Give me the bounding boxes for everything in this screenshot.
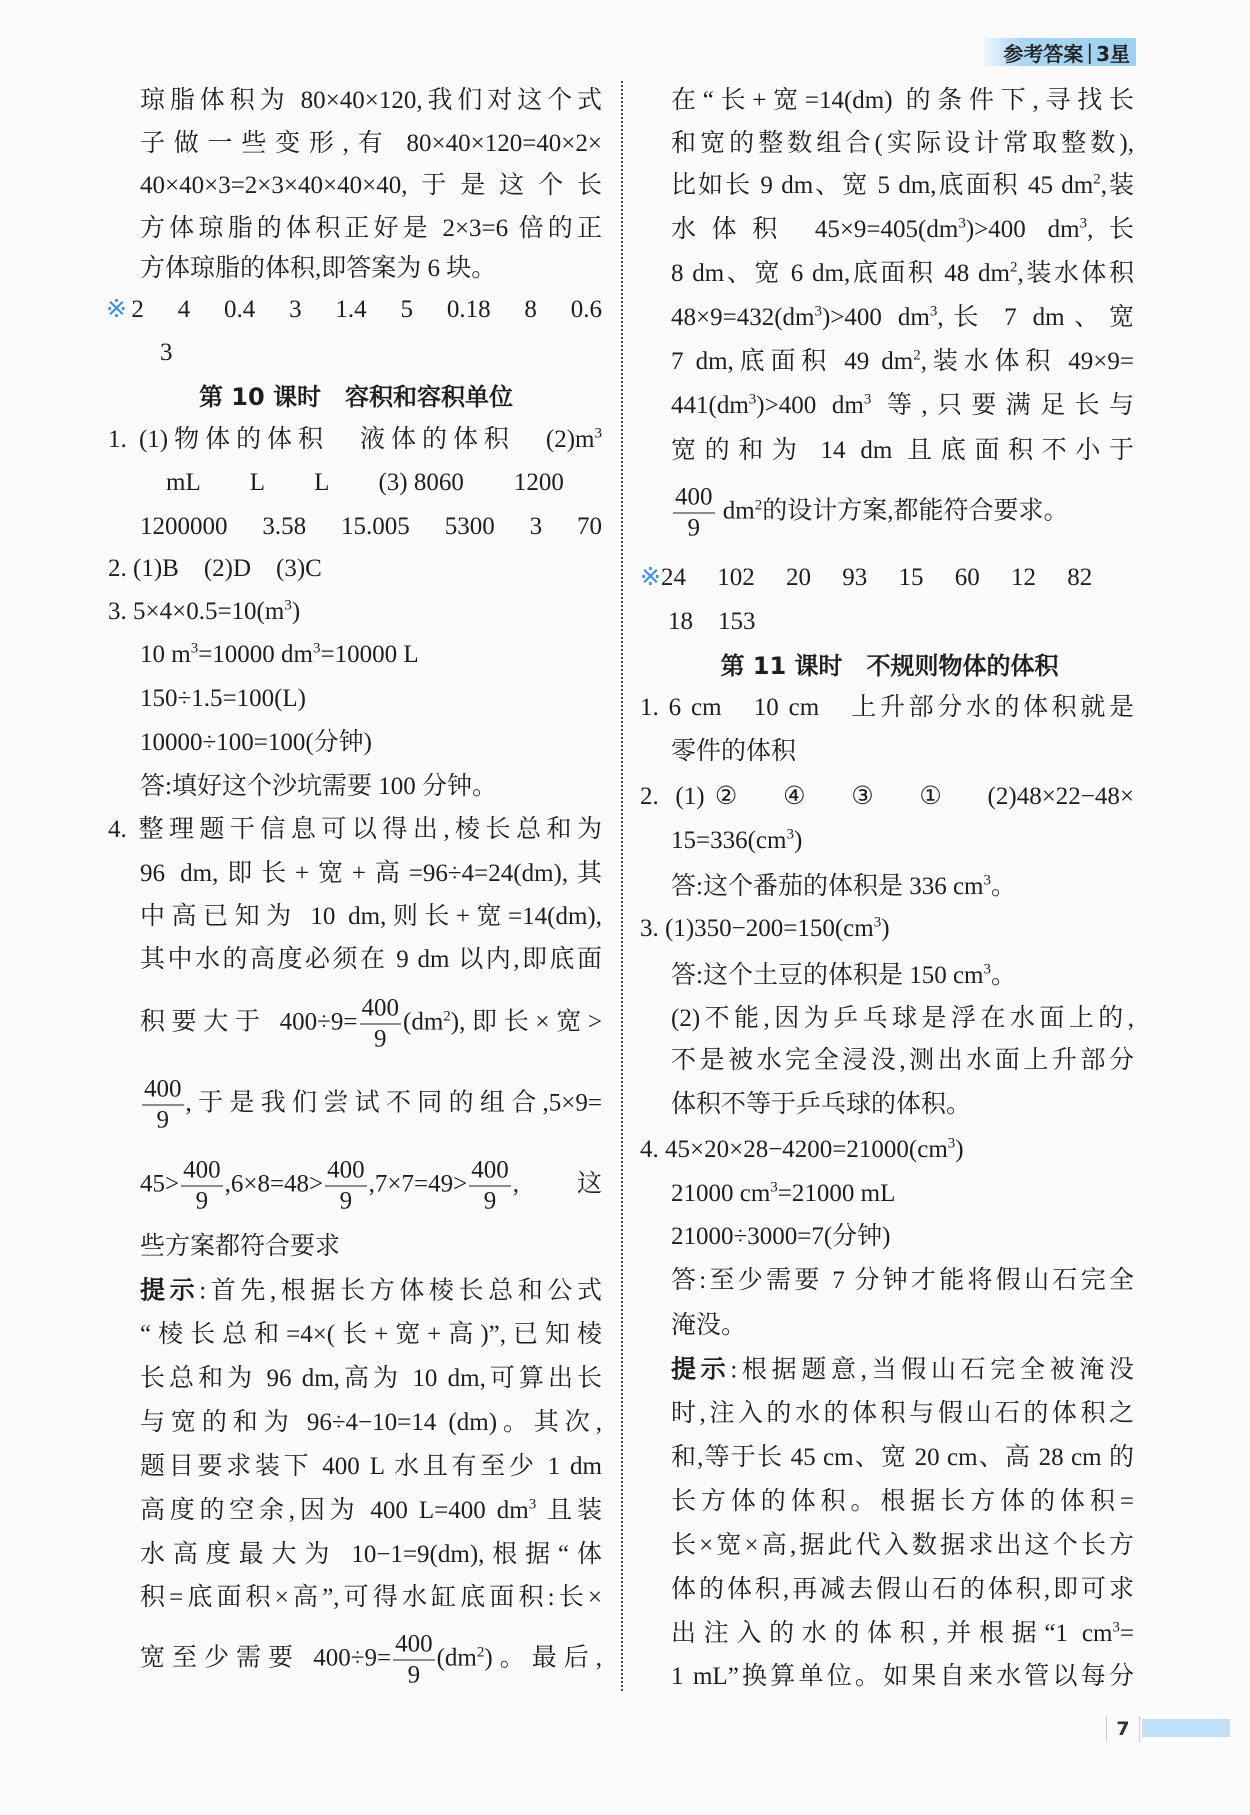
text-segment: )。最后, bbox=[484, 1644, 602, 1672]
text-segment: 且装 bbox=[536, 1497, 602, 1524]
text-segment: 2. (1)B (2)D (3)C bbox=[108, 555, 322, 582]
text-segment: 。 bbox=[991, 962, 1017, 989]
text-segment: )>400 dm bbox=[756, 392, 864, 419]
text-line bbox=[140, 1403, 602, 1443]
text-line bbox=[671, 298, 1134, 338]
text-segment: 水高度最大为 10−1=9(dm),根据“体 bbox=[140, 1541, 602, 1568]
text-line bbox=[671, 254, 1134, 294]
text-segment: =10000 dm bbox=[198, 641, 313, 668]
badge-level: 3星 bbox=[1096, 41, 1130, 66]
text-line bbox=[640, 558, 1134, 598]
superscript: 3 bbox=[929, 303, 938, 320]
text-line bbox=[140, 249, 602, 289]
text-segment: 8 dm、宽 6 dm,底面积 48 dm bbox=[671, 260, 1011, 287]
text-segment: ),即长×宽> bbox=[450, 1008, 602, 1036]
text-segment: 方体琼脂的体积正好是 2×3=6 倍的正 bbox=[140, 215, 602, 242]
text-line bbox=[671, 1394, 1134, 1434]
superscript: 3 bbox=[863, 391, 872, 408]
text-segment: 不是被水完全浸没,测出水面上升部分 bbox=[671, 1047, 1134, 1074]
text-line bbox=[106, 290, 602, 330]
text-segment: 等,只要满足长与 bbox=[871, 392, 1134, 419]
superscript: 3 bbox=[786, 826, 794, 843]
reference-mark-icon: ※ bbox=[640, 564, 661, 591]
superscript: 2 bbox=[913, 347, 921, 364]
text-line bbox=[140, 1535, 602, 1575]
text-segment: ,装水体积 49×9= bbox=[920, 348, 1134, 375]
fraction-denominator: 9 bbox=[687, 514, 700, 542]
text-segment: 比如长 9 dm、宽 5 dm,底面积 45 dm bbox=[671, 172, 1094, 199]
text-segment: 答:这个土豆的体积是 150 cm bbox=[671, 962, 984, 989]
text-segment: ,7×7=49> bbox=[368, 1170, 468, 1198]
text-segment: :根据题意,当假山石完全被淹没 bbox=[730, 1356, 1134, 1384]
fraction-numerator: 400 bbox=[393, 1630, 435, 1661]
text-segment: 答:填好这个沙坑需要 100 分钟。 bbox=[140, 773, 497, 800]
text-segment: 高度的空余,因为 400 L=400 dm bbox=[140, 1497, 529, 1524]
text-segment: 体的体积,再减去假山石的体积,即可求 bbox=[671, 1576, 1134, 1603]
fraction-denominator: 9 bbox=[156, 1106, 169, 1134]
text-line bbox=[671, 166, 1134, 206]
fraction-denominator: 9 bbox=[483, 1187, 497, 1215]
text-line bbox=[140, 209, 602, 249]
fraction-numerator: 400 bbox=[673, 483, 715, 514]
text-segment: 中高已知为 10 dm,则长+宽=14(dm), bbox=[140, 903, 602, 930]
text-line bbox=[140, 897, 602, 937]
text-segment: 第 10 课时 容积和容积单位 bbox=[198, 383, 514, 411]
text-segment: ,长 7 dm、宽 bbox=[937, 304, 1135, 331]
text-segment: 答:这个番茄的体积是 336 cm bbox=[671, 873, 984, 900]
fraction-denominator: 9 bbox=[195, 1187, 209, 1215]
superscript: 3 bbox=[748, 391, 757, 408]
text-line bbox=[671, 732, 1134, 772]
text-segment: 方体琼脂的体积,即答案为 6 块。 bbox=[140, 255, 497, 282]
text-line bbox=[671, 1614, 1134, 1654]
text-segment: 其中水的高度必须在 9 dm 以内,即底面 bbox=[140, 946, 602, 973]
text-segment: =21000 mL bbox=[777, 1180, 896, 1207]
text-line bbox=[671, 1570, 1134, 1610]
text-segment: 40×40×3=2×3×40×40×40,于是这个长 bbox=[140, 172, 602, 199]
text-line bbox=[140, 1315, 602, 1355]
superscript: 3 bbox=[1079, 215, 1088, 232]
text-line bbox=[140, 635, 602, 675]
text-line bbox=[640, 909, 1134, 949]
text-line bbox=[140, 854, 602, 894]
fraction-denominator: 9 bbox=[339, 1187, 353, 1215]
text-segment: ,装水体积 bbox=[1017, 260, 1134, 287]
text-line bbox=[140, 1075, 602, 1136]
text-segment: 45> bbox=[140, 1170, 180, 1198]
text-segment: 4. 45×20×28−4200=21000(cm bbox=[640, 1136, 948, 1163]
superscript: 3 bbox=[313, 640, 321, 657]
text-line bbox=[640, 1130, 1134, 1170]
superscript: 3 bbox=[770, 1179, 778, 1196]
text-line bbox=[140, 679, 602, 719]
text-line bbox=[140, 1630, 602, 1691]
text-line bbox=[671, 1261, 1134, 1301]
text-line bbox=[671, 999, 1134, 1039]
superscript: 3 bbox=[947, 1135, 956, 1152]
text-segment: 子做一些变形,有 80×40×120=40×2× bbox=[140, 130, 602, 157]
text-segment: 2. (1)② ④ ③ ① (2)48×22−48× bbox=[640, 783, 1134, 810]
text-line bbox=[140, 767, 602, 807]
text-segment: ) bbox=[955, 1136, 964, 1163]
text-segment: 第 11 课时 不规则物体的体积 bbox=[720, 652, 1059, 680]
superscript: 2 bbox=[476, 1644, 485, 1661]
text-line bbox=[671, 1217, 1134, 1257]
fraction-numerator: 400 bbox=[360, 994, 402, 1025]
text-line bbox=[140, 81, 602, 121]
text-line bbox=[140, 1156, 602, 1217]
fraction bbox=[469, 1156, 511, 1217]
fraction-numerator: 400 bbox=[469, 1156, 511, 1187]
text-line bbox=[671, 1041, 1134, 1081]
text-line bbox=[140, 723, 602, 763]
text-segment: 积=底面积×高”,可得水缸底面积:长× bbox=[140, 1584, 602, 1611]
superscript: 3 bbox=[983, 872, 991, 889]
badge-separator: | bbox=[1086, 40, 1094, 64]
text-line bbox=[671, 1306, 1134, 1346]
text-line bbox=[671, 1350, 1134, 1391]
text-line bbox=[671, 431, 1134, 471]
text-line bbox=[140, 1447, 602, 1487]
text-line bbox=[671, 1438, 1134, 1478]
text-segment: 1. 6 cm 10 cm 上升部分水的体积就是 bbox=[640, 694, 1134, 721]
text-segment: 24 102 20 93 15 60 12 82 bbox=[660, 564, 1093, 591]
text-segment: 21000÷3000=7(分钟) bbox=[671, 1223, 891, 1250]
text-line bbox=[640, 777, 1134, 817]
fraction bbox=[360, 994, 402, 1055]
superscript: 3 bbox=[284, 597, 292, 614]
text-line bbox=[140, 1578, 602, 1618]
text-segment: 零件的体积 bbox=[671, 738, 797, 765]
text-segment: 出注入的水的体积,并根据“1 cm bbox=[671, 1620, 1113, 1647]
superscript: 2 bbox=[1010, 259, 1018, 276]
text-line bbox=[671, 81, 1134, 121]
text-line bbox=[140, 124, 602, 164]
text-segment: 宽的和为 14 dm 且底面积不小于 bbox=[671, 437, 1134, 464]
text-line bbox=[671, 124, 1134, 164]
text-line bbox=[140, 1359, 602, 1399]
text-segment: 长方体的体积。根据长方体的体积= bbox=[671, 1488, 1134, 1515]
text-line bbox=[671, 956, 1134, 996]
fraction-denominator: 9 bbox=[374, 1025, 387, 1053]
text-segment: 1 mL”换算单位。如果自来水管以每分 bbox=[671, 1663, 1134, 1690]
text-segment: 3. 5×4×0.5=10(m bbox=[108, 598, 285, 625]
text-line bbox=[671, 1657, 1134, 1697]
text-line bbox=[671, 1085, 1134, 1125]
text-segment: dm bbox=[716, 497, 755, 525]
text-segment: 18 153 bbox=[668, 608, 756, 635]
text-line bbox=[671, 867, 1134, 907]
page-number: 7 bbox=[1106, 1716, 1140, 1742]
text-line bbox=[108, 549, 602, 589]
text-line bbox=[140, 994, 602, 1055]
text-segment: 体积不等于乒乓球的体积。 bbox=[671, 1091, 972, 1118]
text-segment: 4. 整理题干信息可以得出,棱长总和为 bbox=[108, 816, 602, 843]
text-segment: 水体积 45×9=405(dm bbox=[671, 216, 959, 243]
superscript: 3 bbox=[528, 1496, 537, 1513]
text-segment: mL L L (3) 8060 1200 bbox=[166, 469, 564, 496]
fraction-numerator: 400 bbox=[181, 1156, 223, 1187]
text-line bbox=[140, 1271, 602, 1312]
text-segment: 15=336(cm bbox=[671, 827, 787, 854]
fraction-numerator: 400 bbox=[325, 1156, 367, 1187]
text-segment: “棱长总和=4×(长+宽+高)”,已知棱 bbox=[140, 1321, 602, 1348]
text-segment: ,于是我们尝试不同的组合,5×9= bbox=[185, 1089, 602, 1117]
text-segment: ,6×8=48> bbox=[224, 1170, 324, 1198]
page-footer-bar bbox=[1142, 1719, 1230, 1737]
text-segment: 96 dm,即长+宽+高=96÷4=24(dm),其 bbox=[140, 860, 602, 887]
text-segment: 441(dm bbox=[671, 392, 749, 419]
superscript: 3 bbox=[873, 914, 882, 931]
text-segment: (2)不能,因为乒乓球是浮在水面上的, bbox=[671, 1005, 1134, 1032]
text-segment: 的设计方案,都能符合要求。 bbox=[762, 497, 1069, 525]
reference-mark-icon: ※ bbox=[106, 296, 132, 323]
fraction bbox=[181, 1156, 223, 1217]
text-segment: 些方案都符合要求 bbox=[140, 1233, 341, 1260]
text-line bbox=[140, 940, 602, 980]
text-segment: :首先,根据长方体棱长总和公式 bbox=[199, 1277, 602, 1305]
text-segment: ) bbox=[291, 598, 301, 625]
text-line bbox=[671, 1482, 1134, 1522]
text-segment: 在“长+宽=14(dm) 的条件下,寻找长 bbox=[671, 87, 1134, 114]
fraction-denominator: 9 bbox=[407, 1661, 421, 1689]
text-segment: ,长 bbox=[1087, 216, 1134, 243]
text-segment: =10000 L bbox=[320, 641, 419, 668]
text-segment: 淹没。 bbox=[671, 1312, 747, 1339]
text-segment: 时,注入的水的体积与假山石的体积之 bbox=[671, 1400, 1134, 1427]
superscript: 3 bbox=[958, 215, 966, 232]
text-segment: )>400 dm bbox=[821, 304, 930, 331]
text-line bbox=[671, 1174, 1134, 1214]
text-segment: 150÷1.5=100(L) bbox=[140, 685, 306, 712]
superscript: 2 bbox=[443, 1008, 451, 1025]
text-segment: 积要大于 400÷9= bbox=[140, 1008, 358, 1036]
text-segment: 宽至少需要 400÷9= bbox=[140, 1644, 392, 1672]
superscript: 2 bbox=[1093, 171, 1101, 188]
superscript: 3 bbox=[983, 961, 991, 978]
text-line bbox=[671, 821, 1134, 861]
text-line bbox=[140, 507, 602, 547]
section-heading bbox=[705, 646, 1074, 686]
text-segment: 21000 cm bbox=[671, 1180, 771, 1207]
hint-label: 提示 bbox=[140, 1275, 200, 1305]
text-segment: 3. (1)350−200=150(cm bbox=[640, 915, 874, 942]
text-segment: 答:至少需要 7 分钟才能将假山石完全 bbox=[671, 1267, 1134, 1294]
text-line bbox=[166, 463, 570, 503]
superscript: 3 bbox=[814, 303, 822, 320]
text-segment: ) bbox=[793, 827, 803, 854]
text-segment: 3 bbox=[160, 339, 173, 366]
fraction-numerator: 400 bbox=[142, 1075, 184, 1106]
text-line bbox=[140, 166, 602, 206]
text-segment: 1200000 3.58 15.005 5300 3 70 bbox=[140, 513, 602, 540]
text-segment: 2 4 0.4 3 1.4 5 0.18 8 0.6 bbox=[131, 296, 602, 323]
text-line bbox=[671, 386, 1134, 426]
text-segment: 10000÷100=100(分钟) bbox=[140, 729, 372, 756]
text-line bbox=[671, 342, 1134, 382]
text-segment: 和,等于长 45 cm、宽 20 cm、高 28 cm 的 bbox=[671, 1444, 1134, 1471]
text-segment: ,装 bbox=[1100, 172, 1134, 199]
text-line bbox=[108, 592, 602, 632]
text-segment: 琼脂体积为 80×40×120,我们对这个式 bbox=[140, 87, 602, 114]
superscript: 3 bbox=[190, 640, 199, 657]
answer-key-badge bbox=[984, 38, 1136, 66]
text-line bbox=[671, 483, 1134, 544]
text-line bbox=[668, 602, 1134, 642]
text-segment: 7 dm,底面积 49 dm bbox=[671, 348, 914, 375]
text-line bbox=[108, 810, 602, 850]
text-segment: ,这 bbox=[512, 1170, 602, 1198]
column-divider bbox=[621, 81, 623, 1691]
text-segment: 长总和为 96 dm,高为 10 dm,可算出长 bbox=[140, 1365, 602, 1392]
fraction bbox=[325, 1156, 367, 1217]
text-line bbox=[671, 1526, 1134, 1566]
text-segment: 和宽的整数组合(实际设计常取整数), bbox=[671, 130, 1134, 157]
text-segment: 1. (1)物体的体积 液体的体积 (2)m bbox=[108, 426, 595, 453]
text-segment: = bbox=[1119, 1620, 1134, 1647]
fraction bbox=[142, 1075, 184, 1136]
text-segment: 48×9=432(dm bbox=[671, 304, 815, 331]
text-line bbox=[671, 210, 1134, 250]
text-segment: 长×宽×高,据此代入数据求出这个长方 bbox=[671, 1532, 1134, 1559]
section-heading bbox=[185, 377, 527, 417]
text-segment: 。 bbox=[991, 873, 1017, 900]
fraction bbox=[673, 483, 715, 544]
text-line bbox=[140, 1491, 602, 1531]
badge-title: 参考答案 bbox=[1003, 41, 1084, 66]
text-segment: )>400 dm bbox=[965, 216, 1080, 243]
text-segment: (dm bbox=[403, 1008, 444, 1036]
text-segment: ) bbox=[881, 915, 890, 942]
text-segment: 10 m bbox=[140, 641, 191, 668]
superscript: 3 bbox=[594, 425, 602, 442]
hint-label: 提示 bbox=[671, 1354, 731, 1384]
text-segment: 与宽的和为 96÷4−10=14 (dm)。其次, bbox=[140, 1409, 602, 1436]
text-segment: (dm bbox=[436, 1644, 477, 1672]
text-line bbox=[640, 688, 1134, 728]
superscript: 2 bbox=[754, 497, 763, 514]
text-segment: 题目要求装下 400 L 水且有至少 1 dm bbox=[140, 1453, 602, 1480]
superscript: 3 bbox=[1112, 1619, 1120, 1636]
text-line bbox=[140, 1227, 602, 1267]
text-line bbox=[160, 333, 602, 373]
fraction bbox=[393, 1630, 435, 1691]
text-line bbox=[108, 420, 602, 460]
